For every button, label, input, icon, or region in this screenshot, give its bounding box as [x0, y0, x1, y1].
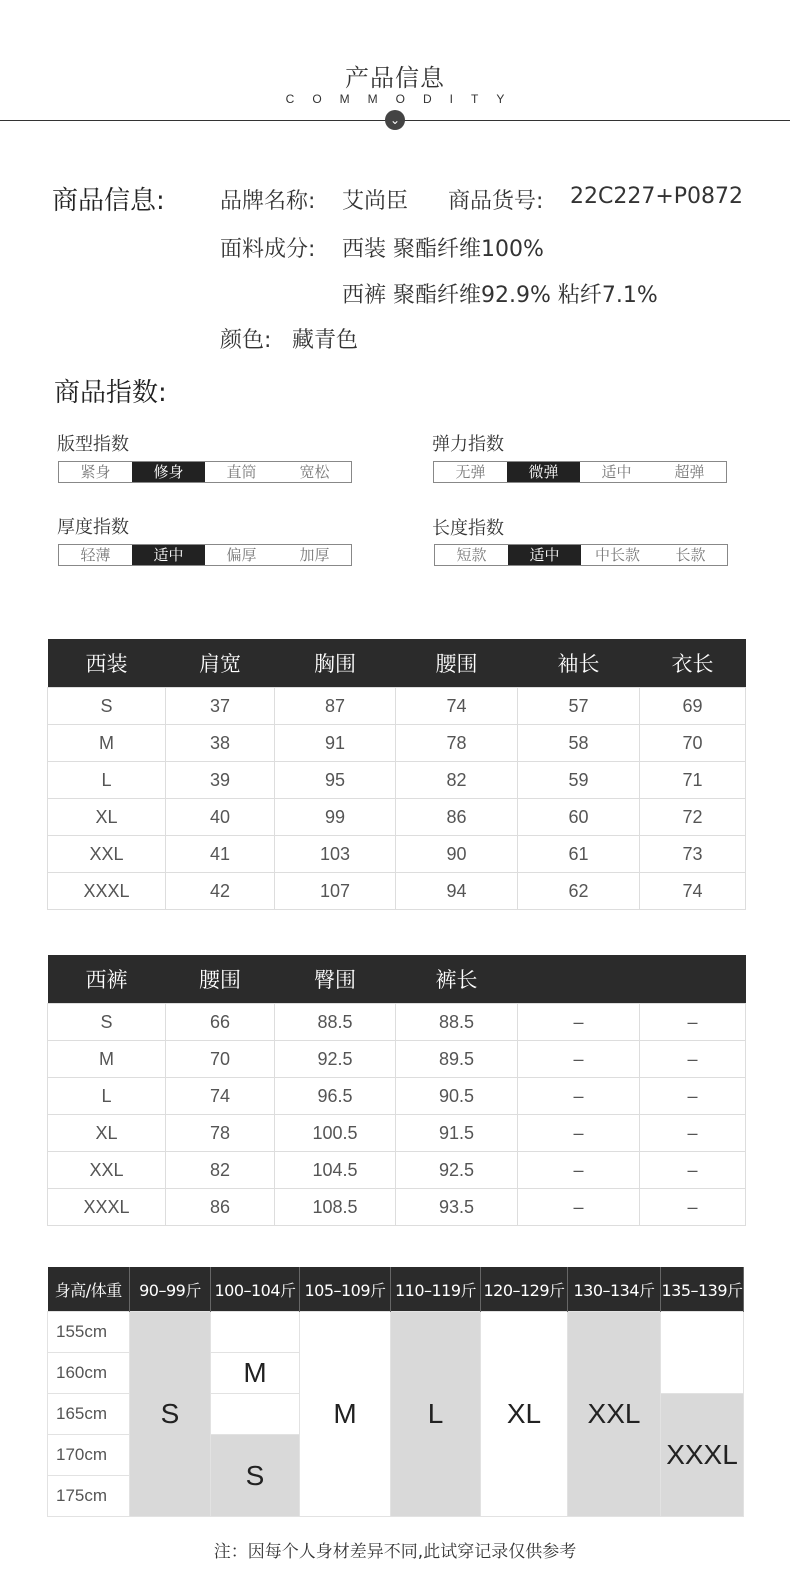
size-cell: XXXL [661, 1394, 744, 1517]
height-cell: 155cm [48, 1312, 130, 1353]
table-header-cell: 腰围 [166, 955, 275, 1004]
table-cell: 88.5 [396, 1004, 518, 1041]
table-cell: – [518, 1041, 640, 1078]
thickness-index-bar [58, 544, 352, 566]
empty-cell [211, 1312, 300, 1353]
table-header-cell: 西裤 [48, 955, 166, 1004]
empty-cell [211, 1394, 300, 1435]
table-row [48, 873, 746, 910]
thickness-index-label: 厚度指数 [57, 517, 129, 538]
table-cell: 72 [640, 799, 746, 836]
length-index-option: 短款 [456, 546, 487, 564]
table-cell: 57 [518, 688, 640, 725]
table-cell: XL [48, 799, 166, 836]
size-cell: M [300, 1312, 391, 1517]
table-cell: 42 [166, 873, 275, 910]
length-index-option: 中长款 [594, 546, 640, 564]
stretch-index-bar [433, 461, 727, 483]
table-cell: 100.5 [275, 1115, 396, 1152]
table-header-cell: 90–99斤 [130, 1267, 211, 1312]
table-row [48, 1312, 744, 1353]
table-cell: – [518, 1152, 640, 1189]
table-cell: 38 [166, 725, 275, 762]
table-header-cell [518, 955, 640, 1004]
height-cell: 165cm [48, 1394, 130, 1435]
stretch-index-option-selected: 微弹 [507, 462, 580, 482]
table-cell: 60 [518, 799, 640, 836]
pants-size-table [47, 955, 746, 1226]
table-row [48, 1041, 746, 1078]
table-cell: – [640, 1189, 746, 1226]
brand-value: 艾尚臣 [342, 189, 409, 214]
table-header-cell: 胸围 [275, 639, 396, 688]
table-cell: 90 [396, 836, 518, 873]
fabric-line1: 西装 聚酯纤维100% [342, 237, 544, 262]
table-cell: L [48, 1078, 166, 1115]
table-cell: M [48, 725, 166, 762]
table-cell: 86 [166, 1189, 275, 1226]
table-row [48, 1189, 746, 1226]
size-cell: S [211, 1435, 300, 1517]
table-cell: 73 [640, 836, 746, 873]
fit-index-option: 宽松 [299, 463, 330, 481]
table-cell: 66 [166, 1004, 275, 1041]
table-cell: L [48, 762, 166, 799]
table-cell: 92.5 [396, 1152, 518, 1189]
table-cell: 99 [275, 799, 396, 836]
table-cell: 103 [275, 836, 396, 873]
thickness-index-option: 轻薄 [80, 546, 111, 564]
table-cell: XXXL [48, 873, 166, 910]
height-cell: 175cm [48, 1476, 130, 1517]
page-title: 产品信息 [345, 64, 445, 92]
thickness-index-option: 加厚 [299, 546, 330, 564]
thickness-index-option-selected: 适中 [132, 545, 205, 565]
table-cell: 96.5 [275, 1078, 396, 1115]
table-cell: 39 [166, 762, 275, 799]
table-cell: XXL [48, 1152, 166, 1189]
fit-recommendation-table [47, 1267, 744, 1517]
table-header-cell: 裤长 [396, 955, 518, 1004]
fabric-label: 面料成分: [220, 237, 316, 262]
table-cell: 95 [275, 762, 396, 799]
table-cell: 70 [166, 1041, 275, 1078]
table-cell: 92.5 [275, 1041, 396, 1078]
table-cell: 69 [640, 688, 746, 725]
stretch-index-option: 无弹 [455, 463, 486, 481]
table-cell: – [518, 1004, 640, 1041]
table-cell: 58 [518, 725, 640, 762]
table-header-cell: 袖长 [518, 639, 640, 688]
info-section-title: 商品信息: [52, 186, 165, 216]
table-row [48, 836, 746, 873]
table-header-cell: 100–104斤 [211, 1267, 300, 1312]
table-cell: 61 [518, 836, 640, 873]
table-cell: – [640, 1078, 746, 1115]
height-cell: 170cm [48, 1435, 130, 1476]
table-cell: 62 [518, 873, 640, 910]
stretch-index-option: 超弹 [674, 463, 705, 481]
fit-index-bar [58, 461, 352, 483]
table-cell: XXXL [48, 1189, 166, 1226]
table-cell: 40 [166, 799, 275, 836]
table-header-cell: 135–139斤 [661, 1267, 744, 1312]
page-subtitle: COMMODITY [285, 92, 523, 106]
table-row [48, 1115, 746, 1152]
table-cell: 37 [166, 688, 275, 725]
table-cell: 78 [166, 1115, 275, 1152]
table-row [48, 725, 746, 762]
length-index-option: 长款 [675, 546, 706, 564]
empty-cell [661, 1312, 744, 1394]
table-cell: 88.5 [275, 1004, 396, 1041]
table-header-cell: 臀围 [275, 955, 396, 1004]
table-header-cell: 腰围 [396, 639, 518, 688]
fit-index-label: 版型指数 [57, 434, 129, 455]
brand-label: 品牌名称: [220, 189, 316, 214]
table-header-cell: 105–109斤 [300, 1267, 391, 1312]
table-row [48, 1078, 746, 1115]
table-header-row [48, 639, 746, 688]
table-cell: 74 [640, 873, 746, 910]
table-header-cell: 110–119斤 [391, 1267, 481, 1312]
table-cell: 86 [396, 799, 518, 836]
table-cell: 91.5 [396, 1115, 518, 1152]
length-index-label: 长度指数 [432, 518, 504, 539]
length-index-option-selected: 适中 [508, 545, 581, 565]
table-cell: 107 [275, 873, 396, 910]
table-cell: 74 [396, 688, 518, 725]
fit-index-option-selected: 修身 [132, 462, 205, 482]
table-cell: 71 [640, 762, 746, 799]
table-cell: 78 [396, 725, 518, 762]
fit-index-option: 紧身 [80, 463, 111, 481]
table-cell: – [640, 1041, 746, 1078]
table-header-row [48, 955, 746, 1004]
table-cell: 89.5 [396, 1041, 518, 1078]
stretch-index-option: 适中 [601, 463, 632, 481]
size-cell: XXL [568, 1312, 661, 1517]
table-cell: 93.5 [396, 1189, 518, 1226]
length-index-bar [434, 544, 728, 566]
table-cell: 41 [166, 836, 275, 873]
sku-label: 商品货号: [448, 189, 544, 214]
table-cell: – [640, 1115, 746, 1152]
table-cell: XXL [48, 836, 166, 873]
table-cell: 59 [518, 762, 640, 799]
table-header-cell: 肩宽 [166, 639, 275, 688]
table-header-cell: 120–129斤 [481, 1267, 568, 1312]
table-cell: – [518, 1189, 640, 1226]
stretch-index-label: 弹力指数 [432, 434, 504, 455]
table-cell: S [48, 1004, 166, 1041]
color-label: 颜色: [220, 328, 272, 353]
fabric-line2: 西裤 聚酯纤维92.9% 粘纤7.1% [342, 283, 658, 308]
fit-index-option: 直筒 [226, 463, 257, 481]
table-row [48, 799, 746, 836]
disclaimer-note: 注：因每个人身材差异不同,此试穿记录仅供参考 [213, 1542, 577, 1562]
table-cell: 74 [166, 1078, 275, 1115]
table-row [48, 1152, 746, 1189]
table-row [48, 762, 746, 799]
table-cell: 91 [275, 725, 396, 762]
sku-value: 22C227+P0872 [570, 184, 744, 209]
table-cell: 82 [166, 1152, 275, 1189]
table-cell: 82 [396, 762, 518, 799]
thickness-index-option: 偏厚 [226, 546, 257, 564]
table-cell: 70 [640, 725, 746, 762]
table-cell: XL [48, 1115, 166, 1152]
table-cell: – [640, 1152, 746, 1189]
size-cell: S [130, 1312, 211, 1517]
table-cell: – [518, 1078, 640, 1115]
table-cell: S [48, 688, 166, 725]
table-header-cell: 衣长 [640, 639, 746, 688]
table-header-row [48, 1267, 744, 1312]
table-cell: – [640, 1004, 746, 1041]
table-header-cell: 身高/体重 [48, 1267, 130, 1312]
indices-section-title: 商品指数: [54, 378, 167, 408]
table-cell: 87 [275, 688, 396, 725]
table-cell: 108.5 [275, 1189, 396, 1226]
chevron-down-icon: ⌄ [385, 110, 405, 130]
size-cell: XL [481, 1312, 568, 1517]
height-cell: 160cm [48, 1353, 130, 1394]
color-value: 藏青色 [292, 328, 359, 353]
table-cell: 104.5 [275, 1152, 396, 1189]
suit-size-table [47, 639, 746, 910]
table-cell: – [518, 1115, 640, 1152]
table-cell: M [48, 1041, 166, 1078]
table-header-cell [640, 955, 746, 1004]
table-header-cell: 西装 [48, 639, 166, 688]
table-cell: 94 [396, 873, 518, 910]
table-cell: 90.5 [396, 1078, 518, 1115]
size-cell: M [211, 1353, 300, 1394]
size-cell: L [391, 1312, 481, 1517]
table-row [48, 688, 746, 725]
table-header-cell: 130–134斤 [568, 1267, 661, 1312]
table-row [48, 1004, 746, 1041]
